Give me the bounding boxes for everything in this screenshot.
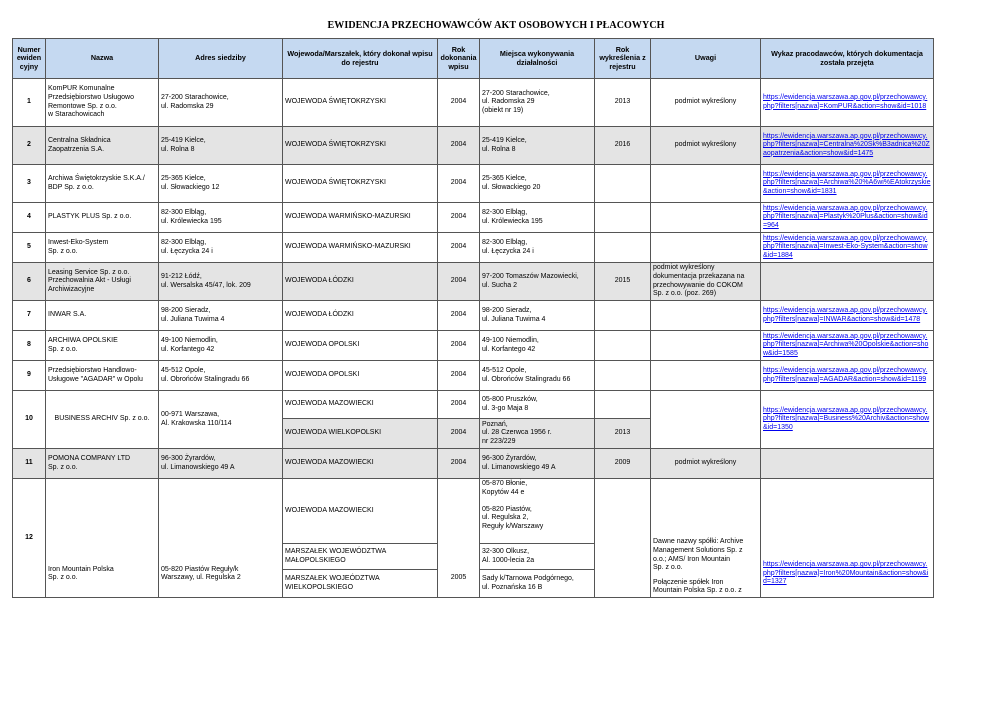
- table-row: [13, 165, 934, 203]
- entry-voivode: MARSZAŁEK WOJEWÓDZTWA MAŁOPOLSKIEGO: [283, 544, 438, 570]
- entry-deletion-year: [595, 165, 651, 203]
- entry-link[interactable]: https://ewidencja.warszawa.ap.gov.pl/przechowawcy.php?filters[nazwa]=Archiwa%20Opolskie&action=show&id=1585: [763, 332, 929, 357]
- header-voivode: Wojewoda/Marszałek, który dokonał wpisu do rejestru: [283, 39, 438, 79]
- entry-name: Archiwa Świętokrzyskie S.K.A./ BDP Sp. z o.o.: [46, 165, 159, 203]
- header-notes: Uwagi: [651, 39, 761, 79]
- table-row: [13, 263, 934, 301]
- entry-voivode: WOJEWODA OPOLSKI: [283, 361, 438, 391]
- entry-voivode: WOJEWODA MAZOWIECKI: [283, 391, 438, 419]
- entry-notes: podmiot wykreślony: [651, 79, 761, 127]
- entry-places: 27-200 Starachowice, ul. Radomska 29 (obiekt nr 19): [480, 79, 595, 127]
- entry-address: 82-300 Elbląg, ul. Łęczycka 24 i: [159, 233, 283, 263]
- entry-voivode: WOJEWODA WARMIŃSKO-MAZURSKI: [283, 203, 438, 233]
- page-title: EWIDENCJA PRZECHOWAWCÓW AKT OSOBOWYCH I PŁACOWYCH: [327, 20, 665, 31]
- entry-link[interactable]: https://ewidencja.warszawa.ap.gov.pl/przechowawcy.php?filters[nazwa]=KomPUR&action=show&id=1018: [763, 93, 928, 110]
- table-row: [13, 479, 934, 544]
- entry-notes: [651, 203, 761, 233]
- entry-number: 10: [13, 391, 46, 449]
- entry-voivode: WOJEWODA WARMIŃSKO-MAZURSKI: [283, 233, 438, 263]
- entry-name: PLASTYK PLUS Sp. z o.o.: [46, 203, 159, 233]
- entry-deletion-year: 2009: [595, 449, 651, 479]
- entry-address: 49-100 Niemodlin, ul. Korfantego 42: [159, 331, 283, 361]
- entry-name: Leasing Service Sp. z o.o. Przechowalnia Akt - Usługi Archiwizacyjne: [46, 263, 159, 301]
- header-name: Nazwa: [46, 39, 159, 79]
- entry-year: 2005: [438, 479, 480, 598]
- entry-year: 2004: [438, 331, 480, 361]
- entry-number: 1: [13, 79, 46, 127]
- entry-deletion-year: [595, 391, 651, 419]
- entry-deletion-year: [595, 479, 651, 598]
- entry-places: 25-365 Kielce, ul. Słowackiego 20: [480, 165, 595, 203]
- entry-places: 32-300 Olkusz, Al. 1000-lecia 2a: [480, 544, 595, 570]
- entry-places: 49-100 Niemodlin, ul. Korfantego 42: [480, 331, 595, 361]
- entry-number: 6: [13, 263, 46, 301]
- entry-number: 12: [13, 479, 46, 598]
- entry-name: INWAR S.A.: [46, 301, 159, 331]
- table-row: [13, 127, 934, 165]
- header-row: [13, 39, 934, 79]
- entry-year: 2004: [438, 165, 480, 203]
- entry-link-cell: [761, 79, 934, 127]
- entry-voivode: WOJEWODA MAZOWIECKI: [283, 479, 438, 544]
- header-year: Rok dokonania wpisu: [438, 39, 480, 79]
- header-places: Miejsca wykonywania działalności: [480, 39, 595, 79]
- entry-link[interactable]: https://ewidencja.warszawa.ap.gov.pl/przechowawcy.php?filters[nazwa]=Inwest-Eko-System&action=show&id=1884: [763, 234, 928, 259]
- entry-name: Inwest-Eko-System Sp. z o.o.: [46, 233, 159, 263]
- header-address: Adres siedziby: [159, 39, 283, 79]
- entry-link-cell: [761, 233, 934, 263]
- entry-address: 98-200 Sieradz, ul. Juliana Tuwima 4: [159, 301, 283, 331]
- entry-places: Sady k/Tarnowa Podgórnego, ul. Poznańska 16 B: [480, 570, 595, 598]
- entry-deletion-year: [595, 331, 651, 361]
- entry-link-cell: [761, 331, 934, 361]
- entry-notes: [651, 233, 761, 263]
- entry-year: 2004: [438, 449, 480, 479]
- entry-link-cell: [761, 391, 934, 449]
- entry-link-cell: [761, 361, 934, 391]
- entry-notes: podmiot wykreślony: [651, 127, 761, 165]
- entry-link[interactable]: https://ewidencja.warszawa.ap.gov.pl/przechowawcy.php?filters[nazwa]=Centralna%20Sk%B3adnica%20Zaopatrzenia&action=show&id=1475: [763, 132, 930, 157]
- entry-link-cell: [761, 203, 934, 233]
- entry-notes: [651, 391, 761, 449]
- entry-notes-merger: Połączenie spółek Iron Mountain Polska Sp. z o.o. z: [653, 578, 742, 595]
- table-row: [13, 331, 934, 361]
- table-row: [13, 391, 934, 419]
- entry-deletion-year: [595, 361, 651, 391]
- entry-year: 2004: [438, 361, 480, 391]
- entry-number: 8: [13, 331, 46, 361]
- entry-name: POMONA COMPANY LTD Sp. z o.o.: [46, 449, 159, 479]
- entry-places: Poznań, ul. 28 Czerwca 1956 r. nr 223/229: [480, 419, 595, 449]
- entry-voivode: WOJEWODA ŚWIĘTOKRZYSKI: [283, 127, 438, 165]
- entry-address: 05-820 Piastów Reguły/k Warszawy, ul. Regulska 2: [159, 479, 283, 598]
- entry-number: 5: [13, 233, 46, 263]
- entry-year: 2004: [438, 233, 480, 263]
- entry-name: Przedsiębiorstwo Handlowo- Usługowe "AGADAR" w Opolu: [46, 361, 159, 391]
- entry-address: 91-212 Łódź, ul. Wersalska 45/47, lok. 209: [159, 263, 283, 301]
- entry-link[interactable]: https://ewidencja.warszawa.ap.gov.pl/przechowawcy.php?filters[nazwa]=AGADAR&action=show&id=1199: [763, 366, 928, 383]
- entry-places: 96-300 Żyrardów, ul. Limanowskiego 49 A: [480, 449, 595, 479]
- entry-link[interactable]: https://ewidencja.warszawa.ap.gov.pl/przechowawcy.php?filters[nazwa]=Business%20Archiv&action=show&id=1350: [763, 406, 930, 431]
- entry-name: Centralna Składnica Zaopatrzenia S.A.: [46, 127, 159, 165]
- entry-number: 4: [13, 203, 46, 233]
- entry-voivode: MARSZAŁEK WOJEÓDZTWA WIELKOPOLSKIEGO: [283, 570, 438, 598]
- register-table: [12, 38, 934, 598]
- entry-places: 98-200 Sieradz, ul. Juliana Tuwima 4: [480, 301, 595, 331]
- entry-places: 82-300 Elbląg, ul. Królewiecka 195: [480, 203, 595, 233]
- entry-address: 45-512 Opole, ul. Obrońców Stalingradu 66: [159, 361, 283, 391]
- entry-address: 25-365 Kielce, ul. Słowackiego 12: [159, 165, 283, 203]
- entry-voivode: WOJEWODA WIELKOPOLSKI: [283, 419, 438, 449]
- entry-link-cell: [761, 263, 934, 301]
- table-row: [13, 233, 934, 263]
- entry-notes: [651, 331, 761, 361]
- entry-voivode: WOJEWODA ŁÓDZKI: [283, 263, 438, 301]
- entry-deletion-year: [595, 233, 651, 263]
- entry-link-cell: [761, 449, 934, 479]
- table-row: [13, 361, 934, 391]
- entry-notes: [651, 165, 761, 203]
- header-employers-list: Wykaz pracodawców, których dokumentacja została przejęta: [761, 39, 934, 79]
- entry-year: 2004: [438, 419, 480, 449]
- entry-link[interactable]: https://ewidencja.warszawa.ap.gov.pl/przechowawcy.php?filters[nazwa]=INWAR&action=show&id=1478: [763, 306, 928, 323]
- entry-name: Iron Mountain Polska Sp. z o.o.: [46, 479, 159, 598]
- entry-link-cell: [761, 127, 934, 165]
- entry-address: 00-971 Warszawa, Al. Krakowska 110/114: [159, 391, 283, 449]
- entry-number: 7: [13, 301, 46, 331]
- entry-deletion-year: 2013: [595, 79, 651, 127]
- entry-address: 96-300 Żyrardów, ul. Limanowskiego 49 A: [159, 449, 283, 479]
- entry-deletion-year: 2015: [595, 263, 651, 301]
- entry-voivode: WOJEWODA ŚWIĘTOKRZYSKI: [283, 165, 438, 203]
- entry-notes: [651, 301, 761, 331]
- entry-notes: [651, 479, 761, 598]
- header-deletion-year: Rok wykreślenia z rejestru: [595, 39, 651, 79]
- entry-year: 2004: [438, 301, 480, 331]
- entry-link-cell: [761, 165, 934, 203]
- entry-name: KomPUR Komunalne Przedsiębiorstwo Usługowo Remontowe Sp. z o.o. w Starachowicach: [46, 79, 159, 127]
- entry-voivode: WOJEWODA ŚWIĘTOKRZYSKI: [283, 79, 438, 127]
- entry-link-cell: [761, 479, 934, 598]
- entry-voivode: WOJEWODA MAZOWIECKI: [283, 449, 438, 479]
- entry-year: 2004: [438, 203, 480, 233]
- table-row: [13, 203, 934, 233]
- entry-year: 2004: [438, 79, 480, 127]
- entry-places: 97-200 Tomaszów Mazowiecki, ul. Sucha 2: [480, 263, 595, 301]
- entry-deletion-year: 2013: [595, 419, 651, 449]
- entry-address: 82-300 Elbląg, ul. Królewiecka 195: [159, 203, 283, 233]
- header-num: Numer ewiden cyjny: [13, 39, 46, 79]
- entry-notes: podmiot wykreślony dokumentacja przekazana na przechowywanie do COKOM Sp. z o.o. (poz. 269): [651, 263, 761, 301]
- entry-places: 45-512 Opole, ul. Obrońców Stalingradu 66: [480, 361, 595, 391]
- entry-places: 05-800 Pruszków, ul. 3-go Maja 8: [480, 391, 595, 419]
- entry-year: 2004: [438, 127, 480, 165]
- entry-number: 9: [13, 361, 46, 391]
- entry-link[interactable]: https://ewidencja.warszawa.ap.gov.pl/przechowawcy.php?filters[nazwa]=Archiwa%20%A6wi%EAtokrzyskie&action=show&id=1831: [763, 170, 931, 195]
- entry-address: 27-200 Starachowice, ul. Radomska 29: [159, 79, 283, 127]
- table-row: [13, 301, 934, 331]
- entry-name: BUSINESS ARCHIV Sp. z o.o.: [46, 391, 159, 449]
- entry-link[interactable]: https://ewidencja.warszawa.ap.gov.pl/przechowawcy.php?filters[nazwa]=Plastyk%20Plus&action=show&id=964: [763, 204, 928, 229]
- entry-address: 25-419 Kielce, ul. Rolna 8: [159, 127, 283, 165]
- entry-link[interactable]: https://ewidencja.warszawa.ap.gov.pl/przechowawcy.php?filters[nazwa]=Iron%20Mountain&action=show&id=1327: [763, 561, 929, 586]
- entry-notes: [651, 361, 761, 391]
- entry-number: 2: [13, 127, 46, 165]
- table-row: [13, 449, 934, 479]
- entry-deletion-year: 2016: [595, 127, 651, 165]
- entry-places: 05-870 Błonie, Kopytów 44 e 05-820 Piastów, ul. Regulska 2, Reguły k/Warszawy: [480, 479, 595, 544]
- entry-number: 3: [13, 165, 46, 203]
- entry-places: 82-300 Elbląg, ul. Łęczycka 24 i: [480, 233, 595, 263]
- entry-voivode: WOJEWODA OPOLSKI: [283, 331, 438, 361]
- entry-notes: podmiot wykreślony: [651, 449, 761, 479]
- entry-year: 2004: [438, 263, 480, 301]
- entry-link-cell: [761, 301, 934, 331]
- entry-name: ARCHIWA OPOLSKIE Sp. z o.o.: [46, 331, 159, 361]
- entry-deletion-year: [595, 301, 651, 331]
- entry-places: 25-419 Kielce, ul. Rolna 8: [480, 127, 595, 165]
- entry-deletion-year: [595, 203, 651, 233]
- entry-number: 11: [13, 449, 46, 479]
- entry-voivode: WOJEWODA ŁÓDZKI: [283, 301, 438, 331]
- table-row: [13, 79, 934, 127]
- entry-year: 2004: [438, 391, 480, 419]
- entry-notes-former-names: Dawne nazwy spółki: Archive Management Solutions Sp. z o.o.; AMS/ Iron Mountain Sp. z o.o.: [653, 538, 744, 572]
